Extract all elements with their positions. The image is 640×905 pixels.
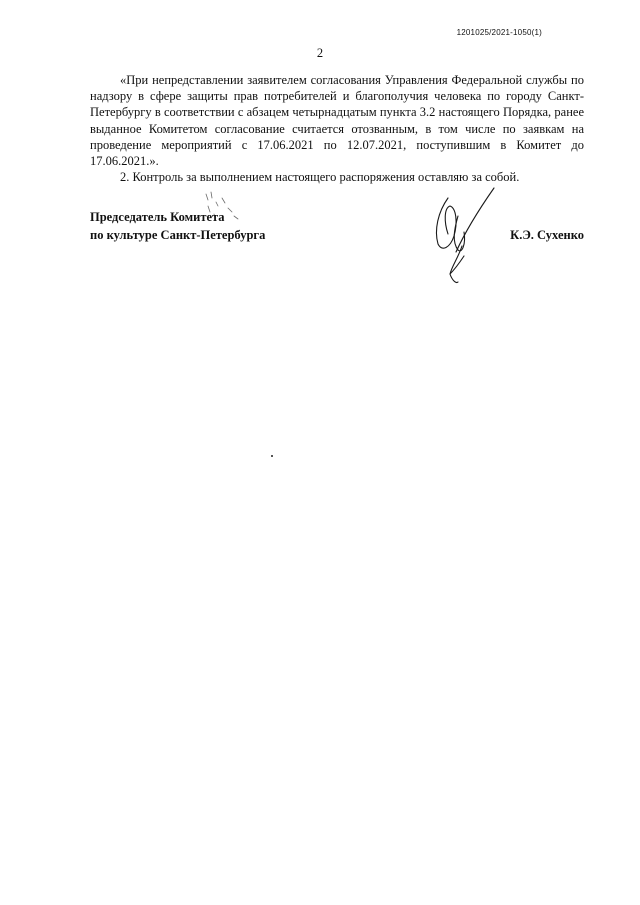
signature-block (90, 208, 584, 298)
handwritten-signature-icon (428, 186, 498, 286)
paragraph-amendment: «При непредставлении заявителем согласования Управления Федеральной службы по надзору в сфере защиты прав потребителей и благополучия человека по городу Санкт-Петербургу в соответствии с абзацем четырнадцатым пункта 3.2 настоящего Порядка, ранее выданное Комитетом согласование считается отозванным, в том числе по заявкам на проведение мероприятий с 17.06.2021 по 12.07.2021, поступившим в Комитет до 17.06.2021.». (90, 73, 584, 169)
paragraph-control: 2. Контроль за выполнением настоящего распоряжения оставляю за собой. (120, 170, 520, 185)
signer-title-line2: по культуре Санкт-Петербурга (90, 228, 266, 242)
document-body (90, 72, 584, 185)
signer-title-line1: Председатель Комитета (90, 210, 225, 224)
scan-speck (271, 455, 273, 457)
registration-number: 1201025/2021-1050(1) (456, 28, 542, 37)
page-number: 2 (316, 46, 324, 60)
signer-title (90, 208, 265, 244)
signer-name: К.Э. Сухенко (510, 228, 584, 242)
